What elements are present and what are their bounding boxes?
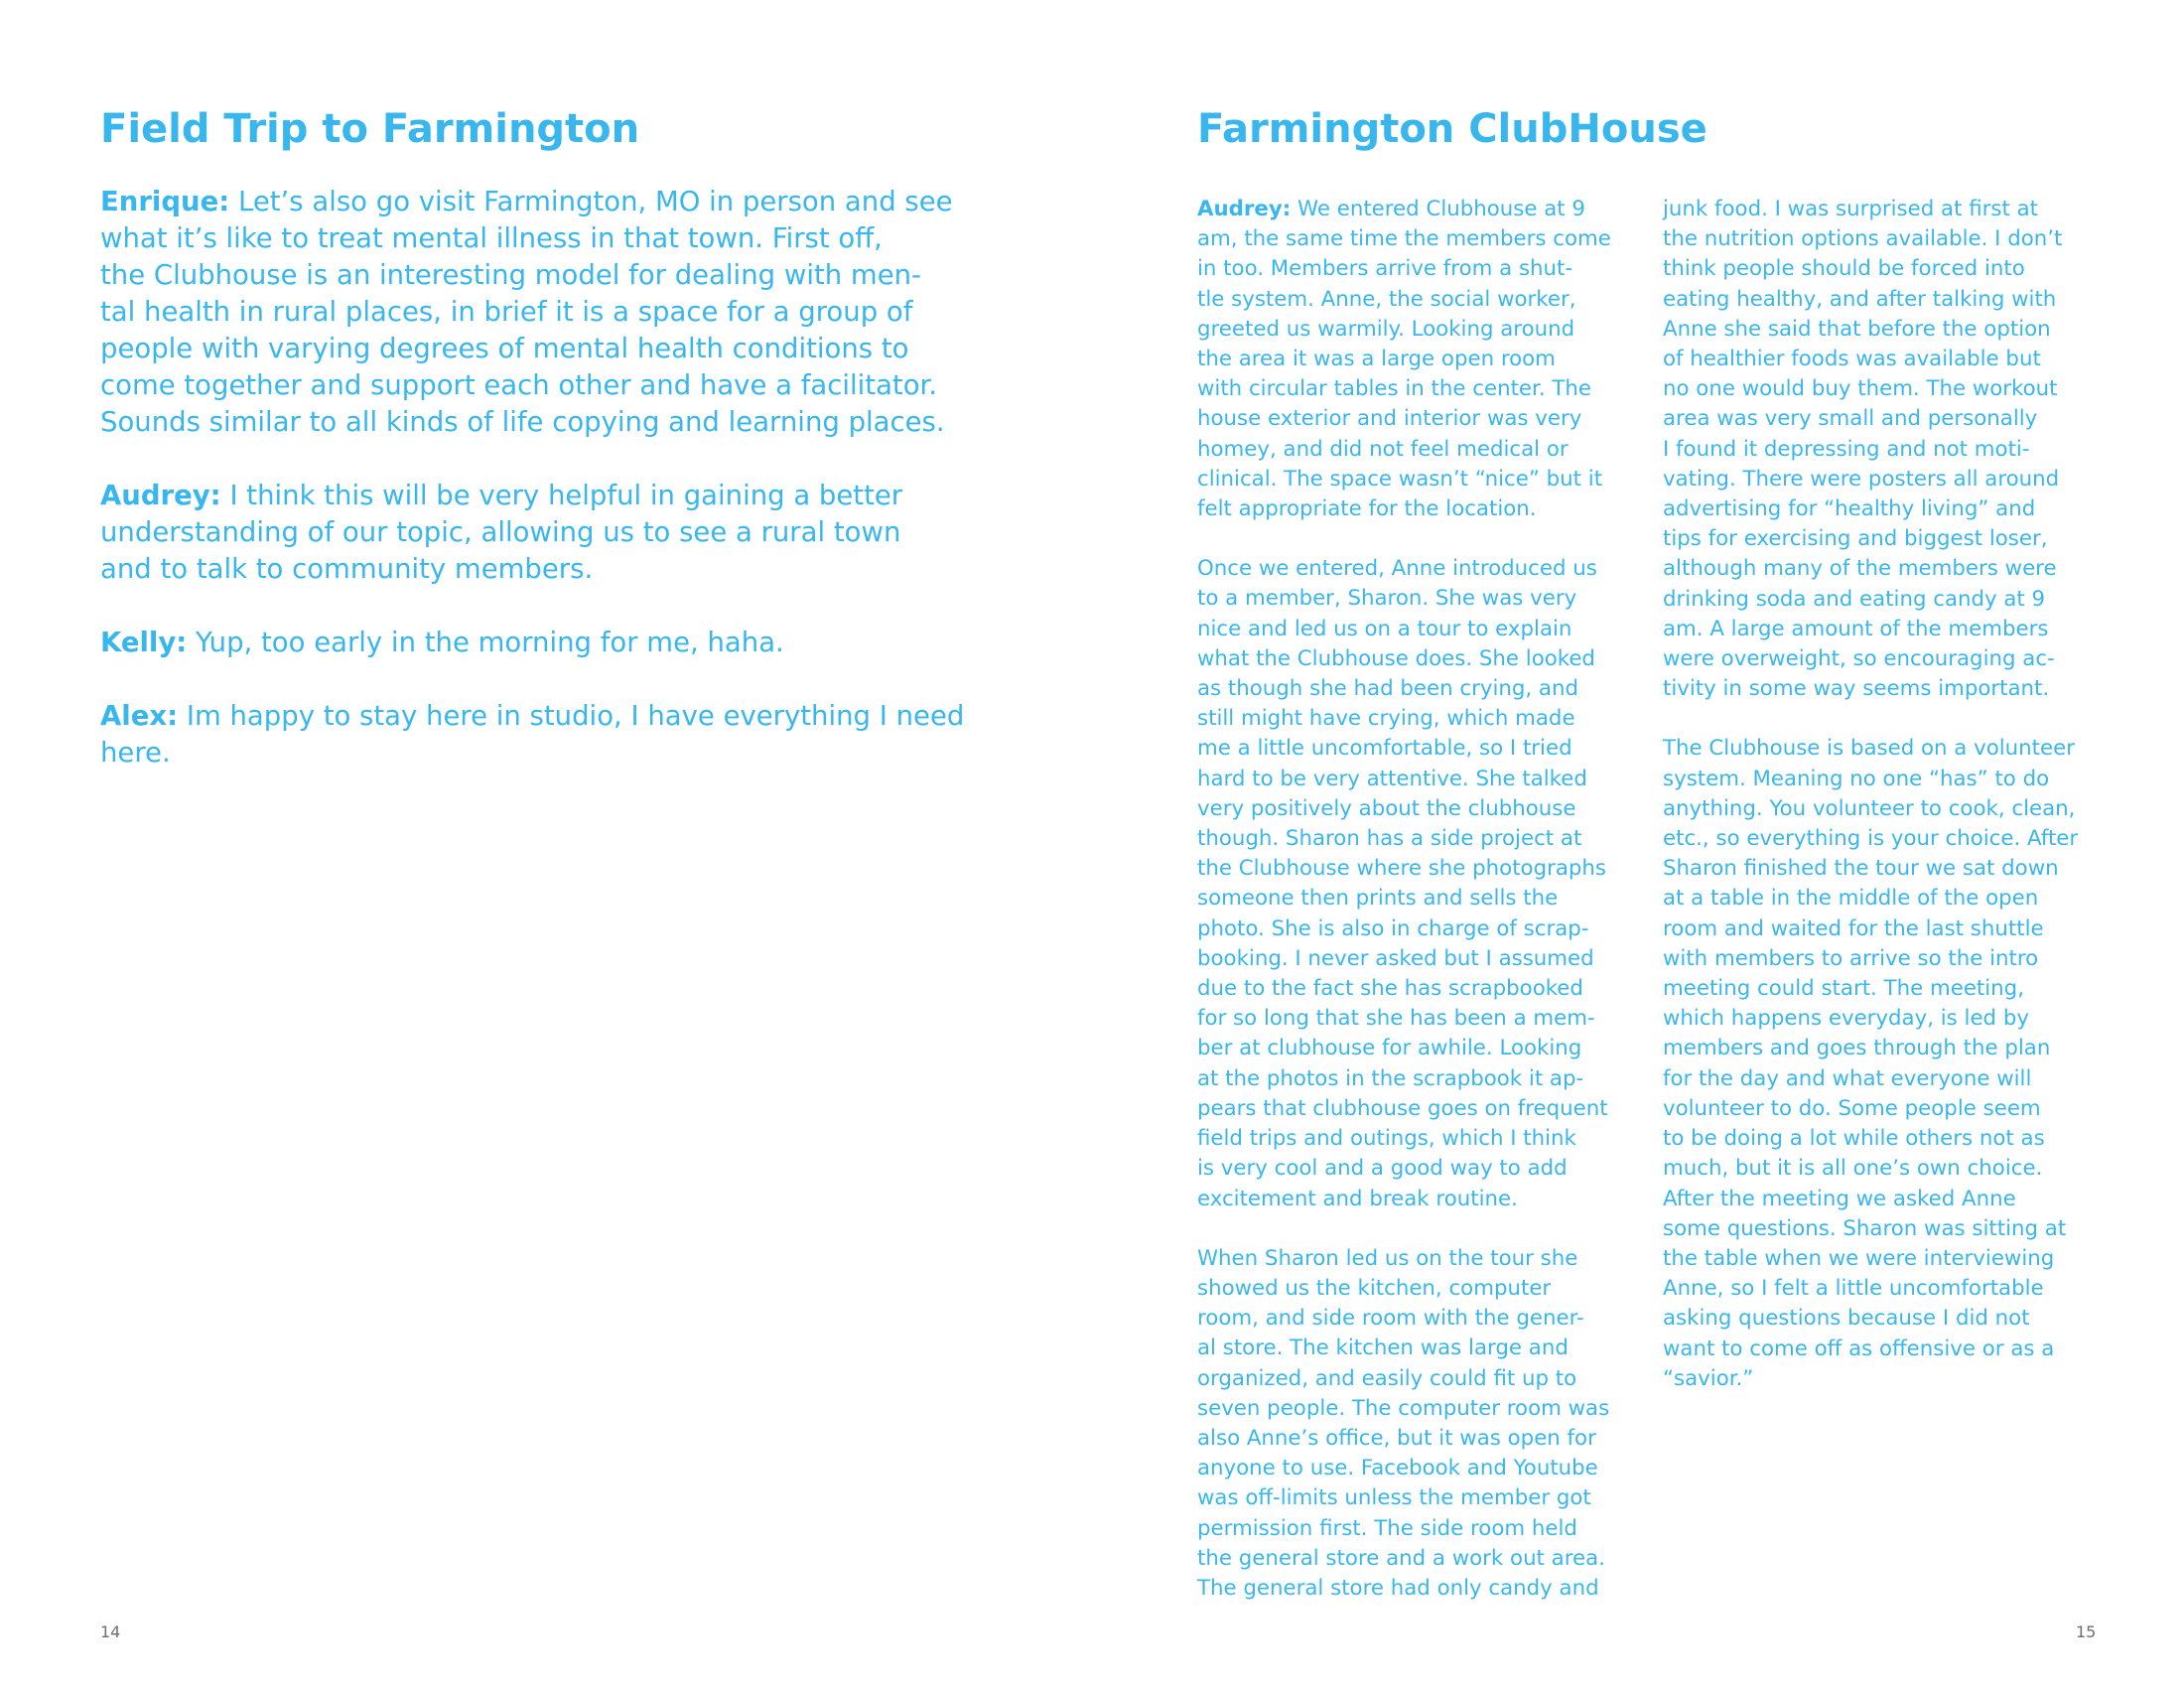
text-line: [1663, 1034, 2105, 1063]
article-column-1: [1197, 195, 1639, 1633]
text-line: [1663, 224, 2105, 254]
line-text: anyone to use. Facebook and Youtube: [1197, 1456, 1598, 1481]
text-line: [1663, 734, 2105, 764]
line-text: people with varying degrees of mental health conditions to: [100, 333, 909, 364]
text-line: [1197, 1244, 1639, 1274]
text-line: [100, 698, 994, 735]
line-text: Yup, too early in the morning for me, haha.: [196, 627, 784, 658]
line-text: want to come off as offensive or as a: [1663, 1336, 2055, 1361]
line-text: Once we entered, Anne introduced us: [1197, 556, 1597, 582]
text-line: [1197, 1304, 1639, 1334]
speaker-name: Kelly:: [100, 627, 188, 658]
line-text: After the meeting we asked Anne: [1663, 1186, 2016, 1211]
text-line: [1663, 615, 2105, 644]
line-text: at a table in the middle of the open: [1663, 886, 2039, 912]
line-text: someone then prints and sells the: [1197, 886, 1559, 912]
text-line: [1197, 1514, 1639, 1544]
line-text: me a little uncomfortable, so I tried: [1197, 736, 1572, 762]
text-line: [1197, 345, 1639, 374]
line-text: tips for exercising and biggest loser,: [1663, 526, 2048, 552]
text-line: [1663, 1004, 2105, 1034]
text-line: [1663, 435, 2105, 465]
line-text: which happens everyday, is led by: [1663, 1006, 2029, 1032]
text-line: [100, 478, 994, 514]
line-text: and to talk to community members.: [100, 553, 594, 585]
text-line: [1197, 884, 1639, 914]
line-text: I found it depressing and not moti-: [1663, 436, 2030, 462]
line-text: also Anne’s office, but it was open for: [1197, 1425, 1596, 1451]
text-line: [1663, 374, 2105, 404]
paragraph: [1197, 195, 1639, 524]
text-line: [1197, 1124, 1639, 1154]
text-line: [1197, 1574, 1639, 1604]
line-text: no one would buy them. The workout: [1663, 376, 2058, 402]
text-line: [1197, 1185, 1639, 1214]
line-text: The Clubhouse is based on a volunteer: [1663, 736, 2075, 762]
line-text: house exterior and interior was very: [1197, 406, 1582, 432]
text-line: [100, 367, 994, 404]
text-line: [1197, 914, 1639, 944]
text-line: [1663, 824, 2105, 854]
text-line: [1663, 1124, 2105, 1154]
line-text: excitement and break routine.: [1197, 1186, 1518, 1211]
text-line: [1663, 854, 2105, 884]
paragraph: [100, 184, 994, 441]
text-line: [1197, 824, 1639, 854]
line-text: though. Sharon has a side project at: [1197, 826, 1582, 852]
text-line: [1197, 1483, 1639, 1513]
text-line: [1663, 465, 2105, 494]
line-text: pears that clubhouse goes on frequent: [1197, 1095, 1608, 1121]
text-line: [1663, 644, 2105, 674]
paragraph: [1197, 554, 1639, 1213]
text-line: [1663, 944, 2105, 974]
line-text: the table when we were interviewing: [1663, 1245, 2055, 1271]
text-line: [1197, 1154, 1639, 1184]
text-line: [1663, 1185, 2105, 1214]
line-text: booking. I never asked but I assumed: [1197, 945, 1594, 971]
line-text: tle system. Anne, the social worker,: [1197, 286, 1576, 312]
line-text: as though she had been crying, and: [1197, 676, 1578, 702]
text-line: [100, 404, 994, 441]
text-line: [1197, 285, 1639, 315]
line-text: ber at clubhouse for awhile. Looking: [1197, 1036, 1582, 1061]
line-text: field trips and outings, which I think: [1197, 1126, 1576, 1152]
line-text: with circular tables in the center. The: [1197, 376, 1591, 402]
line-text: understanding of our topic, allowing us to see a rural town: [100, 516, 901, 548]
text-line: [1663, 1364, 2105, 1394]
text-line: [1197, 254, 1639, 284]
line-text: system. Meaning no one “has” to do: [1663, 766, 2050, 791]
text-line: [1663, 1154, 2105, 1184]
speaker-name: Audrey:: [1197, 197, 1292, 221]
text-line: [1197, 854, 1639, 884]
line-text: tivity in some way seems important.: [1663, 676, 2050, 702]
line-text: much, but it is all one’s own choice.: [1663, 1156, 2043, 1182]
text-line: [1663, 1274, 2105, 1304]
line-text: seven people. The computer room was: [1197, 1395, 1610, 1421]
text-line: [1197, 465, 1639, 494]
line-text: still might have crying, which made: [1197, 706, 1575, 732]
line-text: Anne, so I felt a little uncomfortable: [1663, 1276, 2044, 1302]
text-line: [1197, 674, 1639, 704]
text-line: [1197, 1094, 1639, 1124]
text-line: [100, 257, 994, 294]
text-line: [100, 514, 994, 551]
line-text: members and goes through the plan: [1663, 1036, 2051, 1061]
text-line: [1197, 644, 1639, 674]
text-line: [1663, 494, 2105, 524]
line-text: the Clubhouse where she photographs: [1197, 856, 1607, 882]
text-line: [1663, 1214, 2105, 1244]
line-text: al store. The kitchen was large and: [1197, 1336, 1569, 1361]
line-text: Sounds similar to all kinds of life copying and learning places.: [100, 406, 945, 438]
speaker-name: Alex:: [100, 700, 179, 732]
paragraph: [1663, 734, 2105, 1393]
line-text: advertising for “healthy living” and: [1663, 496, 2036, 522]
text-line: [1663, 585, 2105, 615]
text-line: [1197, 944, 1639, 974]
text-line: [1663, 254, 2105, 284]
text-line: [100, 184, 994, 220]
text-line: [1663, 315, 2105, 345]
text-line: [1197, 1544, 1639, 1574]
text-line: [1197, 315, 1639, 345]
text-line: [1663, 1335, 2105, 1364]
line-text: room, and side room with the gener-: [1197, 1306, 1584, 1332]
line-text: to a member, Sharon. She was very: [1197, 586, 1577, 612]
text-line: [1197, 1004, 1639, 1034]
line-text: junk food. I was surprised at first at: [1663, 197, 2038, 221]
line-text: here.: [100, 737, 171, 769]
text-line: [1197, 224, 1639, 254]
line-text: at the photos in the scrapbook it ap-: [1197, 1065, 1584, 1091]
text-line: [1197, 494, 1639, 524]
text-line: [1663, 345, 2105, 374]
text-line: [1663, 914, 2105, 944]
line-text: room and waited for the last shuttle: [1663, 915, 2044, 941]
paragraph: [1663, 195, 2105, 704]
line-text: area was very small and personally: [1663, 406, 2038, 432]
line-text: The general store had only candy and: [1197, 1575, 1599, 1601]
text-line: [1663, 554, 2105, 584]
line-text: We entered Clubhouse at 9: [1297, 197, 1585, 221]
line-text: am, the same time the members come: [1197, 226, 1611, 252]
line-text: due to the fact she has scrapbooked: [1197, 976, 1583, 1002]
line-text: the general store and a work out area.: [1197, 1545, 1605, 1571]
text-line: [1663, 195, 2105, 224]
text-line: [1663, 794, 2105, 824]
line-text: although many of the members were: [1663, 556, 2057, 582]
text-line: [1663, 1304, 2105, 1334]
paragraph: [100, 478, 994, 588]
left-page-heading: Field Trip to Farmington: [100, 106, 640, 152]
text-line: [1197, 974, 1639, 1004]
dialogue-body: [100, 184, 994, 808]
text-line: [1663, 524, 2105, 554]
line-text: very positively about the clubhouse: [1197, 795, 1576, 821]
text-line: [100, 331, 994, 367]
line-text: Let’s also go visit Farmington, MO in person and see: [238, 186, 953, 217]
text-line: [100, 735, 994, 772]
line-text: come together and support each other and have a facilitator.: [100, 369, 938, 401]
line-text: is very cool and a good way to add: [1197, 1156, 1568, 1182]
line-text: what the Clubhouse does. She looked: [1197, 645, 1595, 671]
text-line: [1197, 794, 1639, 824]
text-line: [1663, 285, 2105, 315]
line-text: of healthier foods was available but: [1663, 347, 2041, 372]
text-line: [100, 294, 994, 331]
text-line: [1197, 195, 1639, 224]
text-line: [100, 625, 994, 661]
line-text: photo. She is also in charge of scrap-: [1197, 915, 1589, 941]
text-line: [1197, 734, 1639, 764]
line-text: the nutrition options available. I don’t: [1663, 226, 2063, 252]
text-line: [1663, 765, 2105, 794]
line-text: vating. There were posters all around: [1663, 466, 2060, 492]
text-line: [1197, 1064, 1639, 1094]
text-line: [1197, 435, 1639, 465]
line-text: Sharon finished the tour we sat down: [1663, 856, 2059, 882]
line-text: the area it was a large open room: [1197, 347, 1556, 372]
line-text: what it’s like to treat mental illness in that town. First off,: [100, 222, 883, 254]
text-line: [1663, 1244, 2105, 1274]
right-page-heading: Farmington ClubHouse: [1197, 106, 1707, 152]
text-line: [1197, 1394, 1639, 1424]
line-text: for so long that she has been a mem-: [1197, 1006, 1595, 1032]
paragraph: [1197, 1244, 1639, 1604]
line-text: volunteer to do. Some people seem: [1663, 1095, 2041, 1121]
line-text: organized, and easily could fit up to: [1197, 1365, 1577, 1391]
line-text: meeting could start. The meeting,: [1663, 976, 2024, 1002]
line-text: hard to be very attentive. She talked: [1197, 766, 1587, 791]
text-line: [1663, 674, 2105, 704]
line-text: nice and led us on a tour to explain: [1197, 616, 1572, 641]
line-text: greeted us warmily. Looking around: [1197, 316, 1575, 342]
text-line: [1197, 765, 1639, 794]
text-line: [100, 220, 994, 257]
line-text: some questions. Sharon was sitting at: [1663, 1215, 2067, 1241]
article-column-2: [1663, 195, 2105, 1424]
line-text: I think this will be very helpful in gaining a better: [229, 480, 903, 511]
line-text: tal health in rural places, in brief it is a space for a group of: [100, 296, 913, 328]
text-line: [1663, 1094, 2105, 1124]
text-line: [1663, 404, 2105, 434]
line-text: was off-limits unless the member got: [1197, 1485, 1591, 1511]
line-text: homey, and did not feel medical or: [1197, 436, 1569, 462]
line-text: “savior.”: [1663, 1365, 1754, 1391]
line-text: were overweight, so encouraging ac-: [1663, 646, 2055, 672]
text-line: [1663, 974, 2105, 1004]
text-line: [1197, 1454, 1639, 1483]
line-text: to be doing a lot while others not as: [1663, 1126, 2045, 1152]
line-text: Im happy to stay here in studio, I have everything I need: [186, 700, 965, 732]
text-line: [100, 551, 994, 588]
text-line: [1197, 1034, 1639, 1063]
line-text: clinical. The space wasn’t “nice” but it: [1197, 466, 1603, 492]
text-line: [1197, 374, 1639, 404]
text-line: [1663, 884, 2105, 914]
line-text: think people should be forced into: [1663, 256, 2025, 282]
line-text: felt appropriate for the location.: [1197, 496, 1537, 522]
line-text: in too. Members arrive from a shut-: [1197, 256, 1573, 282]
line-text: permission first. The side room held: [1197, 1515, 1577, 1541]
text-line: [1197, 404, 1639, 434]
text-line: [1197, 1334, 1639, 1363]
page-number-left: 14: [100, 1622, 121, 1641]
line-text: Anne she said that before the option: [1663, 316, 2051, 342]
text-line: [1197, 1424, 1639, 1454]
line-text: When Sharon led us on the tour she: [1197, 1245, 1578, 1271]
text-line: [1197, 704, 1639, 734]
text-line: [1197, 554, 1639, 584]
paragraph: [100, 698, 994, 772]
line-text: etc., so everything is your choice. After: [1663, 826, 2079, 852]
text-line: [1197, 584, 1639, 614]
speaker-name: Enrique:: [100, 186, 230, 217]
line-text: drinking soda and eating candy at 9: [1663, 586, 2046, 612]
text-line: [1663, 1064, 2105, 1094]
line-text: for the day and what everyone will: [1663, 1065, 2032, 1091]
text-line: [1197, 1364, 1639, 1394]
line-text: the Clubhouse is an interesting model for dealing with men-: [100, 259, 921, 291]
text-line: [1197, 615, 1639, 644]
page-number-right: 15: [2076, 1622, 2097, 1641]
line-text: with members to arrive so the intro: [1663, 945, 2039, 971]
speaker-name: Audrey:: [100, 480, 221, 511]
line-text: showed us the kitchen, computer: [1197, 1275, 1552, 1301]
line-text: eating healthy, and after talking with: [1663, 286, 2057, 312]
paragraph: [100, 625, 994, 661]
line-text: asking questions because I did not: [1663, 1306, 2030, 1332]
line-text: am. A large amount of the members: [1663, 616, 2049, 641]
right-page: [1092, 0, 2184, 1688]
text-line: [1197, 1274, 1639, 1304]
line-text: anything. You volunteer to cook, clean,: [1663, 795, 2076, 821]
